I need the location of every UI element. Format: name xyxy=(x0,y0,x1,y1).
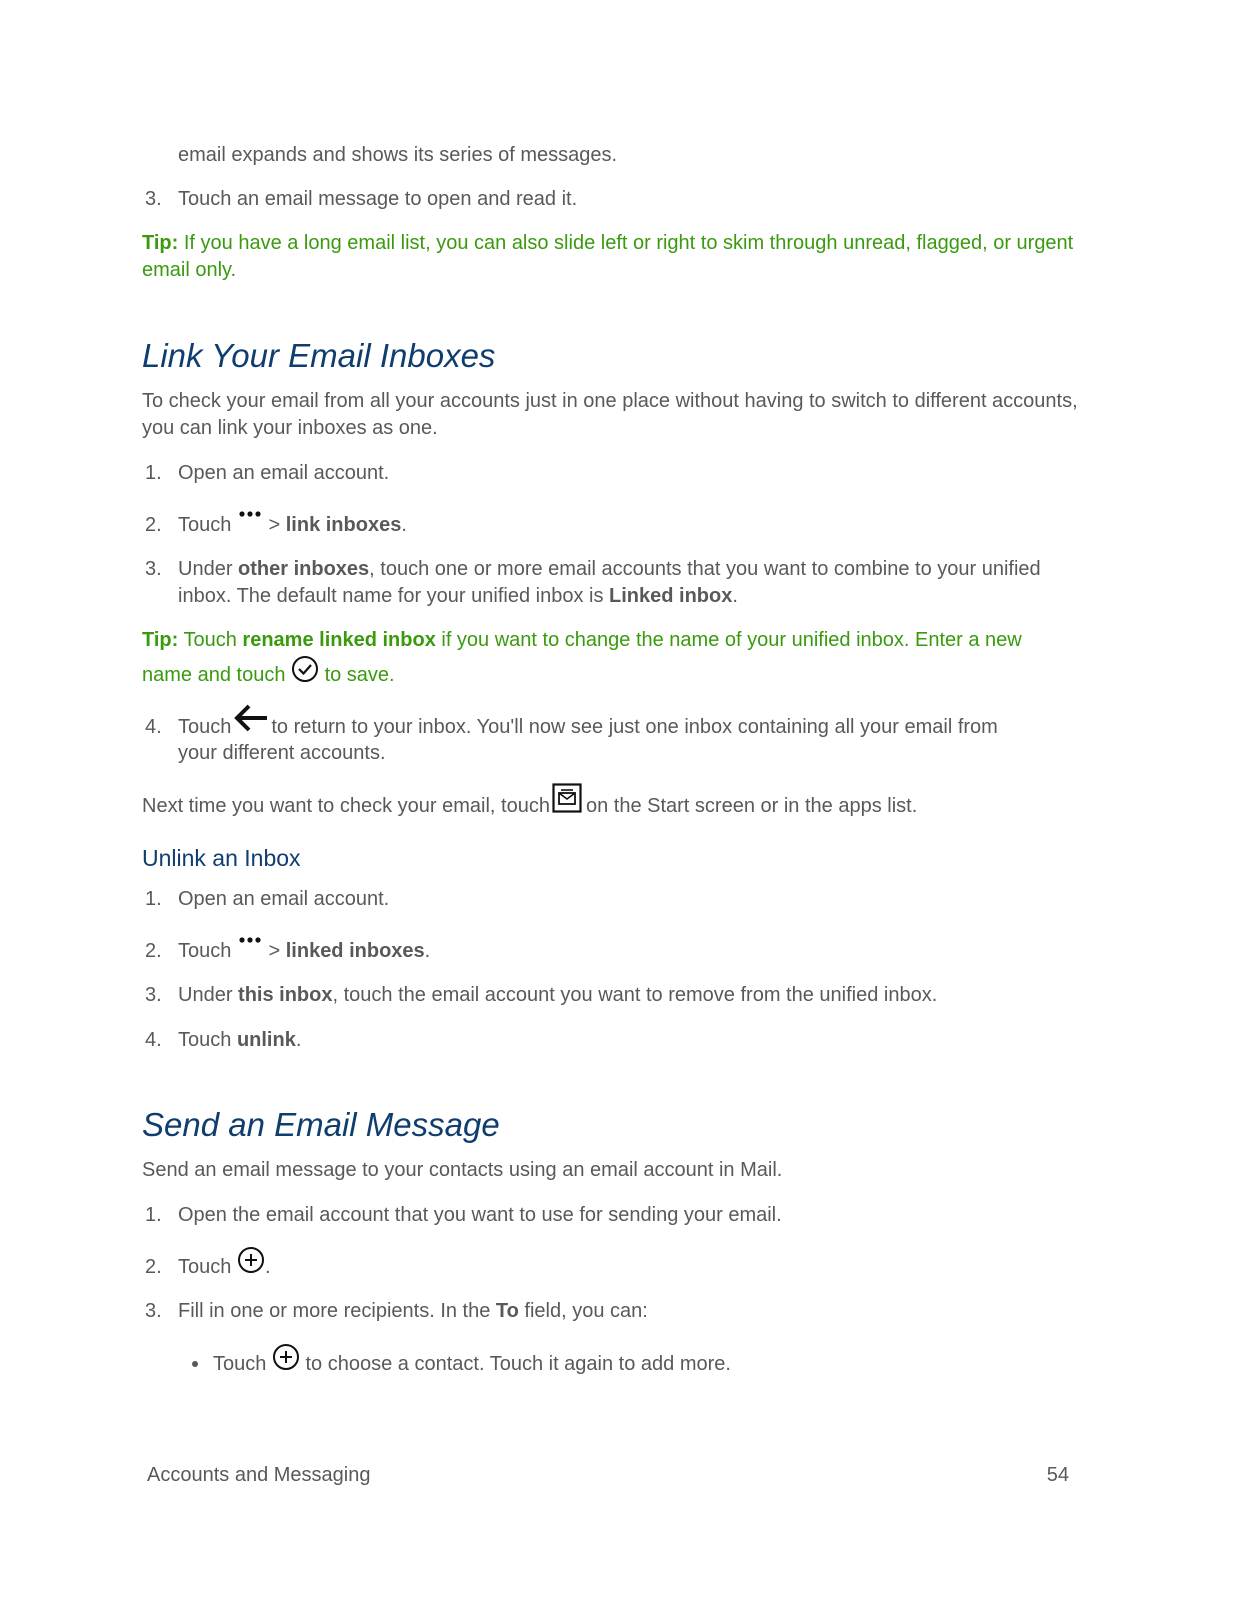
punctuation: . xyxy=(732,585,738,607)
list-item xyxy=(178,1027,301,1053)
menu-option: link inboxes xyxy=(285,514,402,536)
section-heading: Link Your Email Inboxes xyxy=(142,337,496,374)
list-item-text: Open an email account. xyxy=(178,462,390,484)
list-number: 4. xyxy=(145,1029,162,1051)
list-item xyxy=(178,1254,271,1280)
tip-paragraph xyxy=(142,230,1082,284)
list-number: 2. xyxy=(145,1256,162,1278)
text: Fill in one or more recipients. In the xyxy=(178,1300,496,1322)
tip-line xyxy=(142,662,395,688)
back-arrow-icon xyxy=(231,704,271,738)
bullet-icon xyxy=(190,1359,200,1369)
bold-text: unlink xyxy=(236,1029,296,1051)
text: on the Start screen or in the apps list. xyxy=(585,795,918,817)
section-heading: Send an Email Message xyxy=(142,1106,500,1143)
list-number: 3. xyxy=(145,1300,162,1322)
section-intro: Send an email message to your contacts using an email account in Mail. xyxy=(142,1159,783,1181)
list-number: 3. xyxy=(145,558,162,580)
list-number: 1. xyxy=(145,1204,162,1226)
list-item xyxy=(178,1298,648,1324)
tip-text: Touch xyxy=(178,629,243,651)
text: Touch xyxy=(178,1029,237,1051)
text: , touch one or more email accounts that you want to combine to your unified inbox. The default name for your unified inbox is xyxy=(178,558,1041,607)
list-item-continued: your different accounts. xyxy=(178,742,386,764)
touch-text: Touch xyxy=(213,1353,267,1375)
text: Under xyxy=(178,984,239,1006)
plus-circle-icon xyxy=(237,1246,265,1274)
body-text: email expands and shows its series of messages. xyxy=(178,144,618,166)
list-number: 2. xyxy=(145,940,162,962)
text: Next time you want to check your email, touch xyxy=(142,795,550,817)
list-number: 2. xyxy=(145,514,162,536)
touch-text: Touch xyxy=(178,716,232,738)
separator: > xyxy=(262,514,286,536)
text: Under xyxy=(178,558,239,580)
bold-text: To xyxy=(495,1300,519,1322)
list-item xyxy=(178,556,1078,610)
text: to choose a contact. Touch it again to add more. xyxy=(305,1353,731,1375)
list-number: 3. xyxy=(145,188,162,210)
tip-text: name and touch xyxy=(142,664,286,686)
menu-option: linked inboxes xyxy=(285,940,425,962)
check-circle-icon xyxy=(291,655,319,683)
separator: > xyxy=(262,940,286,962)
list-item-text: Open the email account that you want to use for sending your email. xyxy=(178,1204,782,1226)
ellipsis-icon xyxy=(237,934,263,954)
body-text xyxy=(142,793,917,819)
list-item xyxy=(178,714,998,740)
bold-text: other inboxes xyxy=(238,558,370,580)
footer-section-title: Accounts and Messaging xyxy=(147,1464,371,1486)
page-number: 54 xyxy=(1046,1464,1069,1486)
list-item xyxy=(178,938,430,964)
list-number: 1. xyxy=(145,462,162,484)
punctuation: . xyxy=(401,514,407,536)
touch-text: Touch xyxy=(178,514,232,536)
bullet-item xyxy=(213,1351,731,1377)
bold-text: this inbox xyxy=(238,984,333,1006)
text: field, you can: xyxy=(518,1300,648,1322)
punctuation: . xyxy=(295,1029,302,1051)
touch-text: Touch xyxy=(178,940,232,962)
ellipsis-icon xyxy=(237,508,263,528)
list-item-text: Open an email account. xyxy=(178,888,390,910)
list-item xyxy=(178,512,407,538)
section-intro: To check your email from all your accounts just in one place without having to switch to different accounts, you can link your inboxes as one. xyxy=(142,390,1078,439)
text: , touch the email account you want to remove from the unified inbox. xyxy=(332,984,938,1006)
list-number: 1. xyxy=(145,888,162,910)
tip-bold: rename linked inbox xyxy=(242,629,436,651)
bold-text: Linked inbox xyxy=(609,585,733,607)
list-number: 4. xyxy=(145,716,162,738)
tip-label: Tip: xyxy=(142,629,179,651)
plus-circle-icon xyxy=(272,1343,300,1371)
touch-text: Touch xyxy=(178,1256,232,1278)
punctuation: . xyxy=(264,1256,271,1278)
tip-line xyxy=(142,627,1022,653)
tip-text: If you have a long email list, you can also slide left or right to skim through unread, flagged, or urgent email only. xyxy=(142,232,1074,281)
list-item xyxy=(178,982,937,1008)
text: to return to your inbox. You'll now see just one inbox containing all your email from xyxy=(271,716,998,738)
subsection-heading: Unlink an Inbox xyxy=(142,845,301,871)
tip-text: to save. xyxy=(324,664,395,686)
tip-label: Tip: xyxy=(142,232,179,254)
tip-text: if you want to change the name of your unified inbox. Enter a new xyxy=(435,629,1022,651)
mail-tile-icon xyxy=(552,783,584,815)
list-number: 3. xyxy=(145,984,162,1006)
punctuation: . xyxy=(424,940,431,962)
list-item-text: Touch an email message to open and read it. xyxy=(178,188,578,210)
